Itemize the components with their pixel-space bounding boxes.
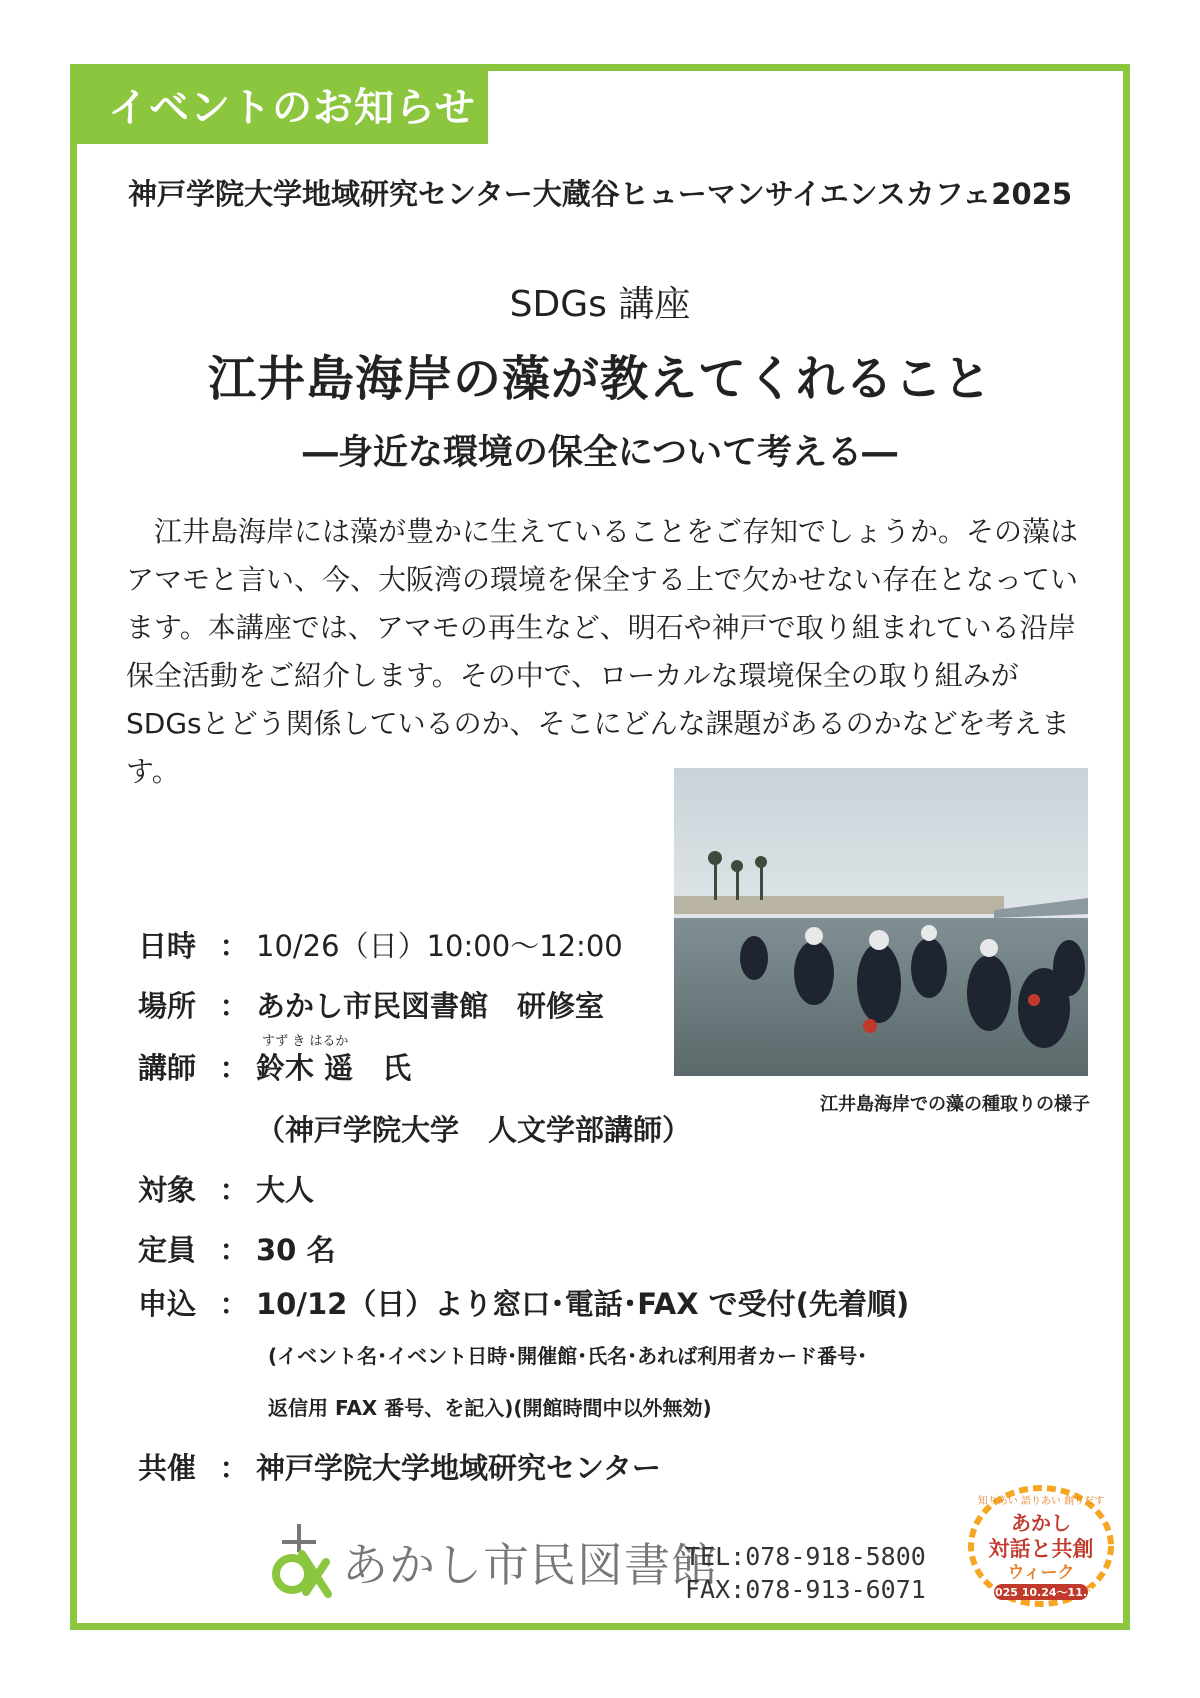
separator: ： xyxy=(219,1287,249,1321)
application-label: 申込 xyxy=(138,1287,197,1321)
application-value: 10/12（日）より窓口･電話･FAX で受付(先着順) xyxy=(256,1287,910,1321)
lecturer-affiliation: （神戸学院大学 人文学部講師） xyxy=(256,1113,692,1147)
contact-info xyxy=(685,1540,926,1606)
dialogue-week-badge xyxy=(966,1482,1116,1608)
lecturer-ruby: すず き はるか xyxy=(262,1034,349,1049)
separator: ： xyxy=(219,1451,249,1485)
detail-datetime xyxy=(138,924,623,965)
tel-number: TEL:078-918-5800 xyxy=(685,1542,926,1571)
cohost-value: 神戸学院大学地域研究センター xyxy=(256,1451,661,1485)
event-subtitle: ―身近な環境の保全について考える― xyxy=(302,433,898,473)
library-logo xyxy=(268,1524,718,1600)
separator: ： xyxy=(219,989,249,1023)
datetime-label: 日時 xyxy=(138,929,197,963)
event-description: 江井島海岸には藻が豊かに生えていることをご存知でしょうか。その藻はアマモと言い、今、大阪湾の環境を保全する上で欠かせない存在となっています。本講座では、アマモの再生など、明石や神戸で取り組まれている沿岸保全活動をご紹介します。その中で、ローカルな環境保全の取り組みが SDGsとどう関係しているのか、そこにどんな課題があるのかなどを考えます。 xyxy=(126,515,1079,788)
capacity-label: 定員 xyxy=(138,1233,197,1267)
place-value: あかし市民図書館 研修室 xyxy=(256,989,605,1023)
fax-number: FAX:078-913-6071 xyxy=(685,1575,926,1604)
beach-photo-illustration xyxy=(674,768,1088,1076)
audience-value: 大人 xyxy=(256,1173,315,1207)
separator: ： xyxy=(219,1051,249,1085)
capacity-value: 30 名 xyxy=(256,1233,336,1267)
photo-caption: 江井島海岸での藻の種取りの様子 xyxy=(820,1094,1090,1115)
detail-cohost xyxy=(138,1446,661,1487)
dialogue-week-badge-graphic xyxy=(966,1482,1116,1608)
lecturer-label: 講師 xyxy=(138,1051,197,1085)
audience-label: 対象 xyxy=(138,1173,197,1207)
cohost-label: 共催 xyxy=(138,1451,197,1485)
event-title: 江井島海岸の藻が教えてくれること xyxy=(207,351,992,407)
detail-capacity xyxy=(138,1228,335,1269)
separator: ： xyxy=(219,1233,249,1267)
badge-line1: あかし xyxy=(1011,1511,1071,1535)
library-logo-icon xyxy=(268,1524,332,1600)
separator: ： xyxy=(219,929,249,963)
detail-lecturer xyxy=(138,1046,411,1087)
event-series: 神戸学院大学地域研究センター大蔵谷ヒューマンサイエンスカフェ2025 xyxy=(127,177,1073,211)
separator: ： xyxy=(219,1173,249,1207)
lecturer-name: 鈴木 遥 氏 xyxy=(256,1051,412,1085)
application-note-2: 返信用 FAX 番号、を記入)(開館時間中以外無効) xyxy=(268,1396,712,1420)
event-notice-tab: イベントのお知らせ xyxy=(70,64,488,144)
place-label: 場所 xyxy=(138,989,197,1023)
datetime-value: 10/26（日）10:00～12:00 xyxy=(256,929,623,963)
badge-dates: 2025 10.24～11.1 xyxy=(987,1586,1095,1599)
event-category: SDGs 講座 xyxy=(509,284,691,325)
badge-top-text: 知りあい 語りあい 創りだす xyxy=(977,1496,1105,1507)
application-note-1: (イベント名･イベント日時･開催館･氏名･あれば利用者カード番号･ xyxy=(268,1344,868,1368)
badge-line3: ウィーク xyxy=(1007,1563,1075,1583)
detail-place xyxy=(138,984,604,1025)
detail-lecturer-affiliation xyxy=(256,1108,691,1149)
library-name: あかし市民図書館 xyxy=(342,1538,718,1592)
detail-application xyxy=(138,1282,909,1323)
event-photo xyxy=(674,768,1088,1076)
detail-audience xyxy=(138,1168,314,1209)
badge-line2: 対話と共創 xyxy=(988,1537,1094,1561)
